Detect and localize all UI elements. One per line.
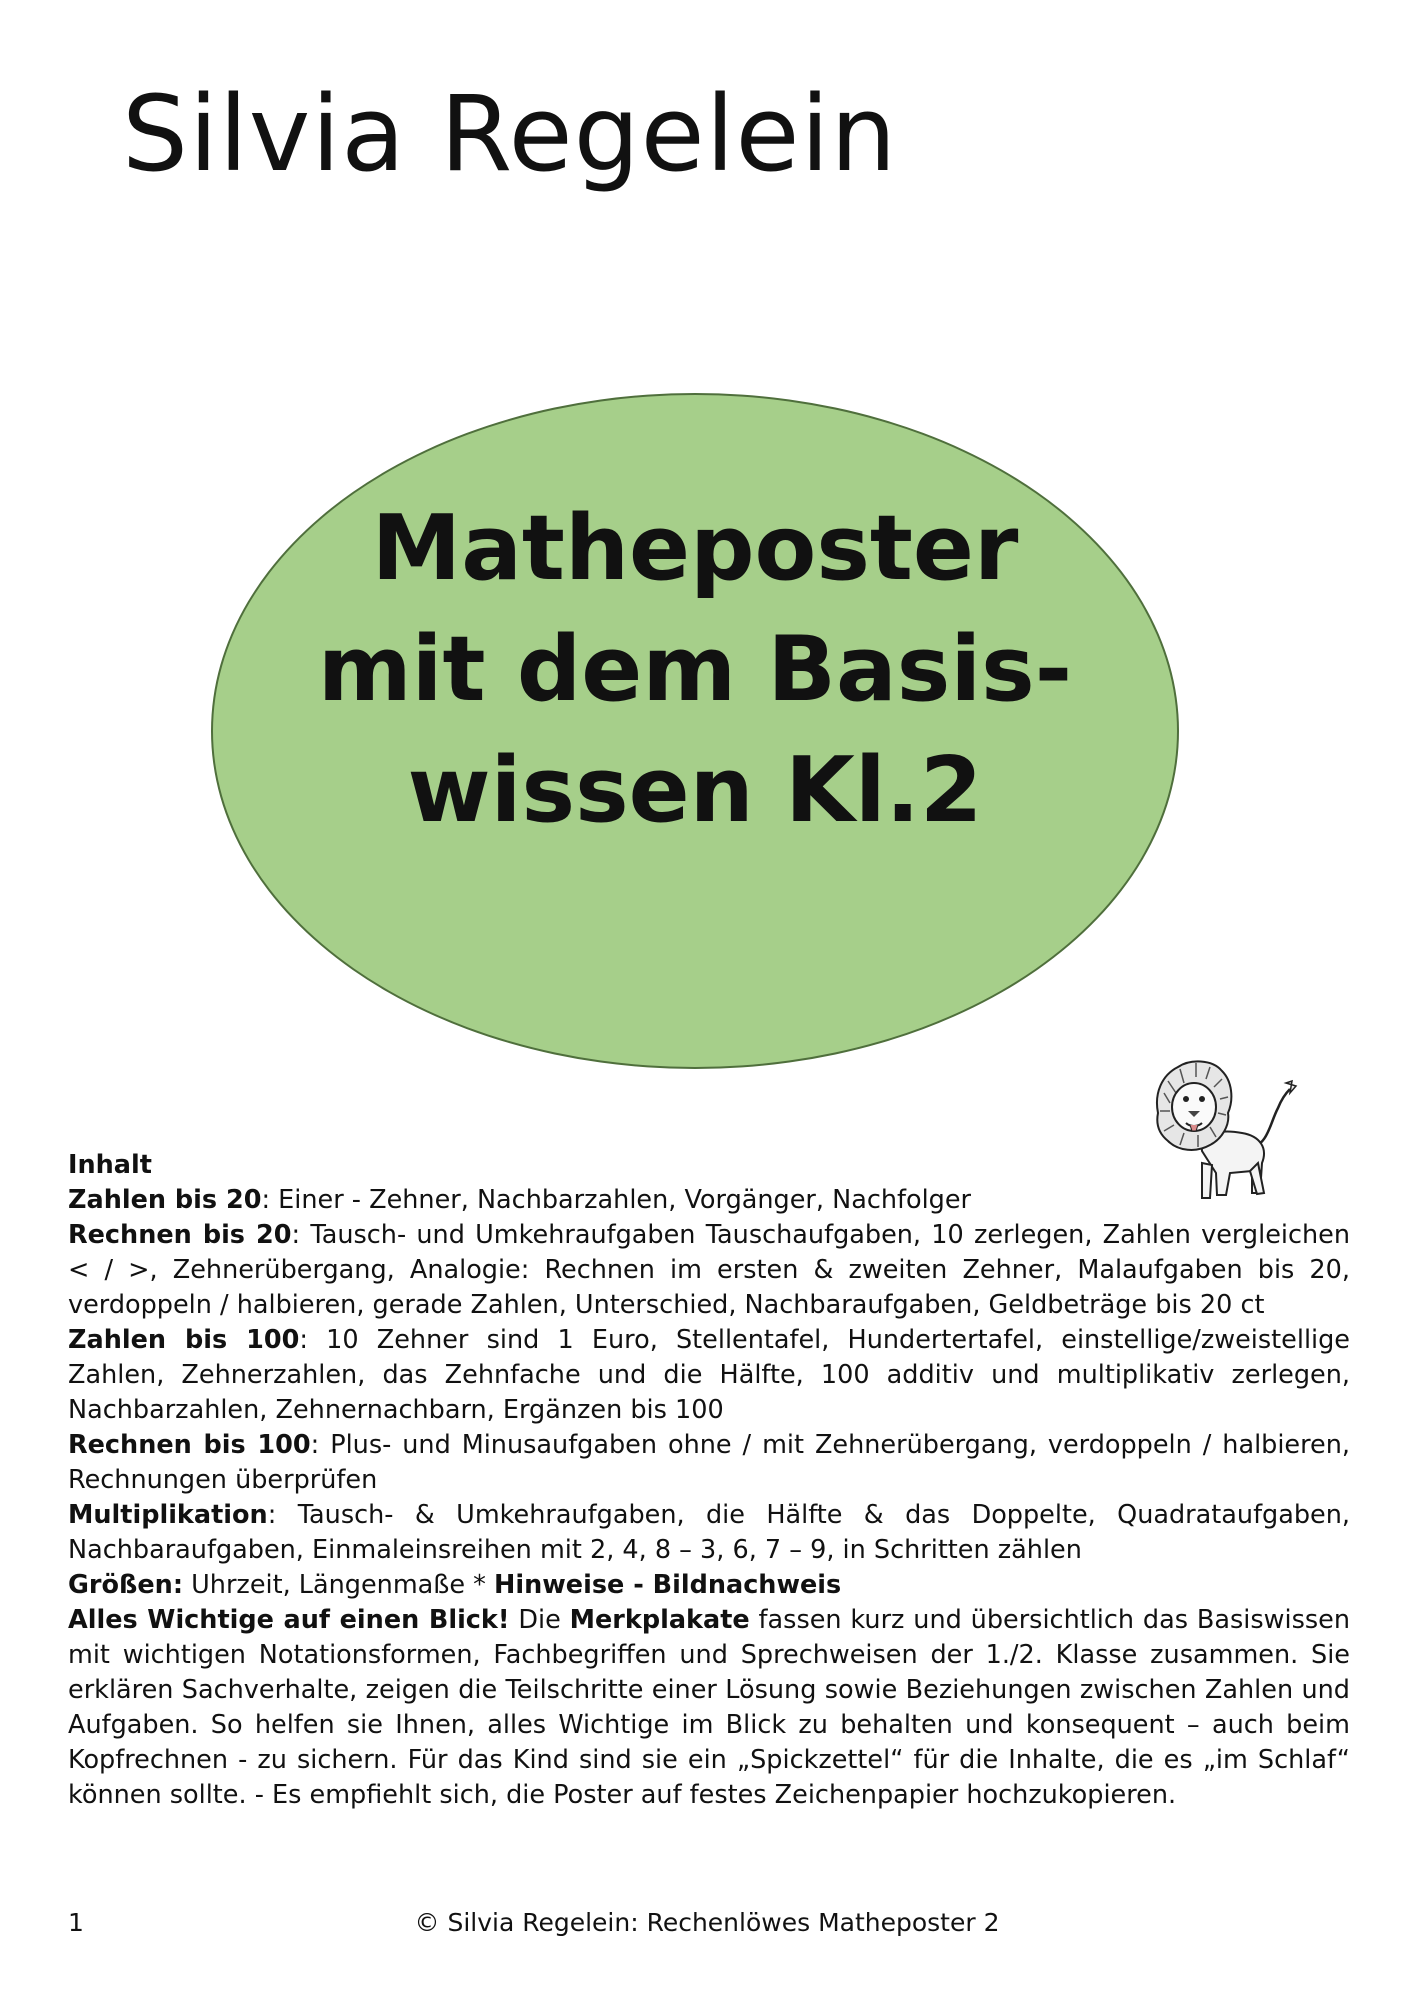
topic-label: Multiplikation <box>68 1500 268 1530</box>
topic-text: : Tausch- & Umkehraufgaben, die Hälfte & das Doppelte, Quadrataufgaben, Nachbaraufgaben, Einmaleinsreihen mit 2, 4, 8 – 3, 6, 7 – 9, in Schritten zählen <box>68 1500 1350 1565</box>
content-heading <box>68 1148 1350 1183</box>
topic-rechnen-100 <box>68 1428 1350 1498</box>
author-name: Silvia Regelein <box>122 73 898 195</box>
hinweise-label: Hinweise - Bildnachweis <box>494 1570 842 1600</box>
merkplakate-label: Merkplakate <box>569 1605 750 1635</box>
topic-label: Rechnen bis 20 <box>68 1220 292 1250</box>
intro-text-1: Die <box>509 1605 570 1635</box>
topic-groessen <box>68 1568 1350 1603</box>
title-line-1: Matheposter <box>371 496 1019 601</box>
topic-zahlen-100 <box>68 1323 1350 1428</box>
heading-label: Inhalt <box>68 1150 152 1180</box>
topic-text: : Plus- und Minusaufgaben ohne / mit Zehnerübergang, verdoppeln / halbieren, Rechnungen überprüfen <box>68 1430 1350 1495</box>
topic-rechnen-20 <box>68 1218 1350 1323</box>
topic-text: Uhrzeit, Längenmaße * <box>183 1570 495 1600</box>
title-line-3: wissen Kl.2 <box>407 738 983 843</box>
topic-text: : Tausch- und Umkehraufgaben Tauschaufgaben, 10 zerlegen, Zahlen vergleichen < / >, Zehnerübergang, Analogie: Rechnen im ersten & zweiten Zehner, Malaufgaben bis 20, verdoppeln / halbieren, gerade Zahlen, Unterschied, Nachbaraufgaben, Geldbeträge bis 20 ct <box>68 1220 1351 1320</box>
topic-label: Größen: <box>68 1570 184 1600</box>
topic-text: : Einer - Zehner, Nachbarzahlen, Vorgänger, Nachfolger <box>261 1185 972 1215</box>
topic-label: Rechnen bis 100 <box>68 1430 311 1460</box>
copyright-footer: © Silvia Regelein: Rechenlöwes Matheposter 2 <box>414 1908 1000 1937</box>
topic-zahlen-20 <box>68 1183 1350 1218</box>
page-number: 1 <box>68 1908 84 1937</box>
intro-paragraph <box>68 1603 1350 1813</box>
wichtig-label: Alles Wichtige auf einen Blick! <box>68 1605 510 1635</box>
topic-text: : 10 Zehner sind 1 Euro, Stellentafel, Hundertertafel, einstellige/zweistellige Zahlen, Zehnerzahlen, das Zehnfache und die Hälfte, 100 additiv und multiplikativ zerlegen, Nachbarzahlen, Zehnernachbarn, Ergänzen bis 100 <box>68 1325 1350 1425</box>
title-line-2: mit dem Basis- <box>317 617 1073 722</box>
topic-label: Zahlen bis 20 <box>68 1185 262 1215</box>
topic-label: Zahlen bis 100 <box>68 1325 300 1355</box>
intro-text-2: fassen kurz und übersichtlich das Basiswissen mit wichtigen Notationsformen, Fachbegriffen und Sprechweisen der 1./2. Klasse zusammen. Sie erklären Sachverhalte, zeigen die Teilschritte einer Lösung sowie Beziehungen zwischen Zahlen und Aufgaben. So helfen sie Ihnen, alles Wichtige im Blick zu behalten und konsequent – auch beim Kopfrechnen - zu sichern. Für das Kind sind sie ein „Spickzettel“ für die Inhalte, die es „im Schlaf“ können sollte. - Es empfiehlt sich, die Poster auf festes Zeichenpapier hochzukopieren. <box>68 1605 1351 1810</box>
content-section <box>68 1148 1350 1813</box>
topic-multiplikation <box>68 1498 1350 1568</box>
poster-title <box>230 488 1160 851</box>
